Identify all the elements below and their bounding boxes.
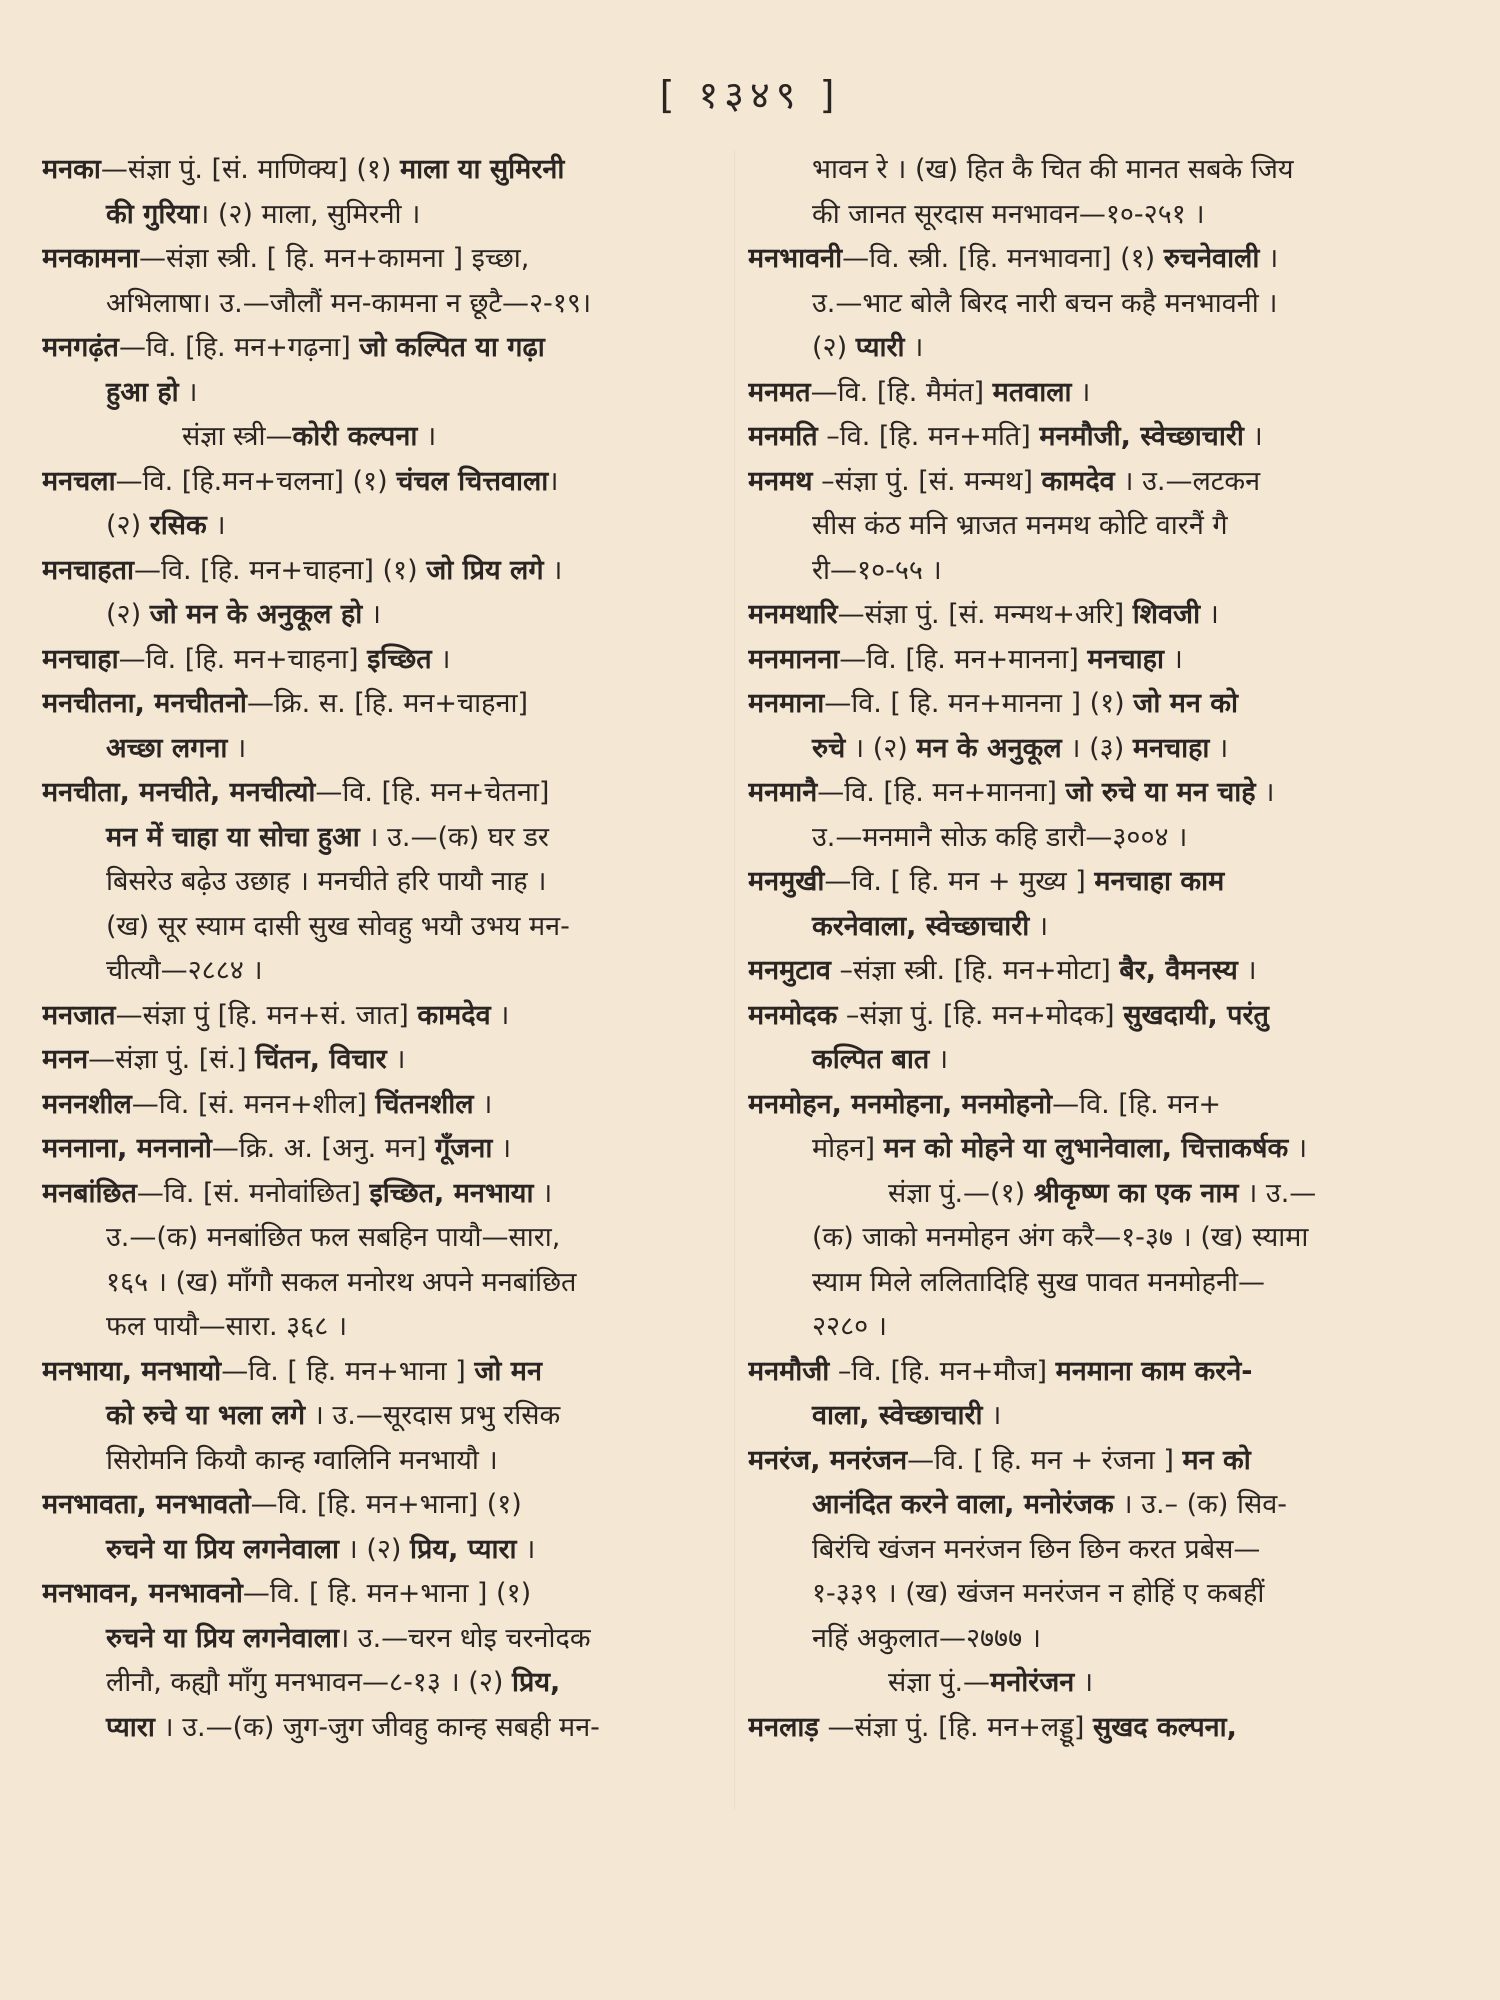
definition-text: वाला, स्वेच्छाचारी	[812, 1400, 983, 1431]
entry-text: । (२)	[338, 1533, 411, 1565]
entry-line	[42, 1439, 722, 1484]
definition-text: मन के अनुकूल	[916, 732, 1062, 764]
entry-text: । उ.—(क) घर डर	[359, 821, 549, 853]
entry-text: सिरोमनि कियौ कान्ह ग्वालिनि मनभायौ ।	[106, 1444, 498, 1476]
entry-line	[42, 682, 722, 727]
definition-text: मन को	[1182, 1444, 1251, 1476]
definition-text: जो मन	[474, 1355, 542, 1387]
entry-line	[748, 905, 1412, 950]
headword: मनन	[42, 1044, 89, 1075]
entry-text: ।	[1164, 643, 1183, 675]
entry-line	[748, 1617, 1412, 1662]
entry-text: । उ.—	[1238, 1177, 1317, 1209]
entry-line	[42, 460, 722, 505]
entry-line	[748, 415, 1412, 460]
entry-text: ।	[178, 376, 198, 408]
entry-text: ।	[1243, 421, 1263, 452]
entry-text: ।	[1074, 1667, 1094, 1698]
definition-text: बैर, वैमनस्य	[1119, 955, 1238, 986]
headword: मनकामना	[42, 243, 139, 274]
entry-text: १-३३९ । (ख) खंजन मनरंजन न होहिं ए कबहीं	[812, 1578, 1265, 1609]
entry-text: ।	[1288, 1133, 1308, 1164]
entry-line	[748, 371, 1412, 416]
definition-text: गूँजना	[435, 1133, 493, 1164]
entry-line	[748, 1261, 1412, 1306]
entry-line	[42, 1528, 722, 1573]
entry-line	[42, 1706, 722, 1751]
definition-text: कामदेव	[1041, 465, 1115, 497]
entry-line	[748, 816, 1412, 861]
definition-text: इच्छित	[367, 643, 432, 675]
definition-text: माला या सुमिरनी	[400, 154, 565, 185]
entry-text: ।	[1029, 910, 1049, 942]
definition-text: प्यारी	[855, 332, 905, 363]
entry-text: —वि. [हि. मन+चेतना]	[315, 777, 550, 808]
entry-text: —संज्ञा पुं. [सं.]	[88, 1044, 256, 1075]
headword: मनमानै	[748, 777, 818, 808]
entry-text: —वि. [हि. मन+चाहना]	[118, 643, 368, 675]
entry-text: । उ.—(क) जुग-जुग जीवहु कान्ह सबही मन-	[154, 1711, 600, 1743]
definition-text: सुखदायी, परंतु	[1123, 999, 1269, 1031]
definition-text: सुखद कल्पना,	[1092, 1711, 1237, 1743]
entry-text: नहिं अकुलात—२७७७ ।	[812, 1622, 1041, 1654]
entry-text: । (२) माला, सुमिरनी ।	[199, 198, 421, 230]
headword: मनका	[42, 154, 101, 185]
entry-line	[42, 638, 722, 683]
headword: मनभावनी	[748, 243, 843, 274]
headword: मनभाया, मनभायो	[42, 1355, 222, 1387]
headword: मनमुखी	[748, 866, 825, 897]
right-column	[748, 148, 1412, 1750]
entry-line	[42, 1172, 722, 1217]
entry-text: —संज्ञा पुं [हि. मन+सं. जात]	[115, 999, 418, 1031]
entry-line	[42, 1083, 722, 1128]
definition-text: जो मन को	[1133, 688, 1238, 719]
entry-line	[748, 549, 1412, 594]
entry-line	[748, 860, 1412, 905]
entry-text: ।	[516, 1533, 536, 1565]
entry-line	[748, 1706, 1412, 1751]
definition-text: जो रुचे या मन चाहे	[1065, 777, 1256, 808]
entry-text: –वि. [हि. मन+मौज]	[829, 1355, 1056, 1387]
entry-text: स्याम मिले ललितादिहि सुख पावत मनमोहनी—	[812, 1266, 1265, 1298]
entry-text: ।	[1200, 599, 1219, 630]
entry-text: । उ.– (क) सिव-	[1113, 1489, 1288, 1520]
headword: मनमथारि	[748, 599, 838, 630]
definition-text: अच्छा लगना	[106, 732, 228, 764]
definition-text: रसिक	[149, 510, 207, 541]
entry-line	[748, 1572, 1412, 1617]
entry-line	[748, 1216, 1412, 1261]
definition-text: आनंदित करने वाला, मनोरंजक	[812, 1489, 1114, 1520]
entry-text: री—१०-५५ ।	[812, 554, 942, 586]
definition-text: को रुचे या भला लगे	[106, 1400, 306, 1431]
entry-line	[748, 504, 1412, 549]
page-number: [ १३४९ ]	[659, 73, 841, 117]
entry-text: मोहन]	[812, 1133, 884, 1164]
definition-text: कल्पित बात	[812, 1044, 930, 1075]
definition-text: शिवजी	[1132, 599, 1201, 630]
entry-line	[748, 1305, 1412, 1350]
entry-line	[748, 638, 1412, 683]
headword: मनचला	[42, 465, 116, 497]
headword: मनमति	[748, 421, 818, 452]
entry-line	[748, 949, 1412, 994]
entry-text: —वि. [हि. मैमंत]	[810, 376, 993, 408]
entry-text: —वि. [सं. मनोवांछित]	[136, 1177, 370, 1209]
entry-text: अभिलाषा। उ.—जौलौं मन-कामना न छूटै—२-१९।	[106, 287, 592, 319]
entry-text: संज्ञा पुं.—	[888, 1667, 991, 1698]
entry-line	[748, 460, 1412, 505]
entry-text: ।	[533, 1177, 553, 1209]
entry-line	[42, 593, 722, 638]
entry-text: चीत्यौ—२८८४ ।	[106, 955, 263, 986]
entry-text: –संज्ञा स्त्री. [हि. मन+मोटा]	[830, 955, 1120, 986]
headword: मनचीतना, मनचीतनो	[42, 688, 247, 719]
entry-line	[42, 905, 722, 950]
definition-text: रुचने या प्रिय लगनेवाला	[106, 1533, 339, 1565]
entry-line	[748, 1439, 1412, 1484]
entry-line	[748, 1127, 1412, 1172]
headword: मनमोदक	[748, 999, 838, 1031]
entry-line	[42, 994, 722, 1039]
definition-text: मनचाहा	[1132, 732, 1210, 764]
entry-text: —वि. [सं. मनन+शील]	[131, 1088, 376, 1120]
definition-text: मनचाहा काम	[1094, 866, 1225, 897]
entry-line	[42, 727, 722, 772]
entry-text: –संज्ञा पुं. [सं. मन्मथ]	[812, 465, 1042, 497]
entry-text: —वि. [हि. मन+चाहना] (१)	[134, 554, 427, 586]
entry-text: बिसरेउ बढ़ेउ उछाह । मनचीते हरि पायौ नाह ।	[106, 866, 547, 897]
headword: मनमाना	[748, 688, 825, 719]
headword: मनचीता, मनचीते, मनचीत्यो	[42, 777, 316, 808]
definition-text: मन में चाहा या सोचा हुआ	[106, 821, 360, 853]
entry-text: —संज्ञा पुं. [हि. मन+लड्डू]	[818, 1711, 1093, 1743]
headword: मनजात	[42, 999, 116, 1031]
entry-line	[42, 860, 722, 905]
entry-text: ।	[548, 465, 559, 497]
headword: मनमोहन, मनमोहना, मनमोहनो	[748, 1088, 1053, 1120]
entry-text: ।	[904, 332, 924, 363]
entry-text: –वि. [हि. मन+मति]	[817, 421, 1040, 452]
definition-text: की गुरिया	[106, 198, 200, 230]
entry-text: —क्रि. अ. [अनु. मन]	[211, 1133, 436, 1164]
entry-text: सीस कंठ मनि भ्राजत मनमथ कोटि वारनैं गै	[812, 510, 1228, 541]
definition-text: करनेवाला, स्वेच्छाचारी	[812, 910, 1030, 942]
definition-text: कोरी कल्पना	[292, 421, 418, 452]
entry-line	[748, 237, 1412, 282]
definition-text: चंचल चित्तवाला	[396, 465, 549, 497]
entry-text: —वि. [हि. मन+	[1052, 1088, 1222, 1120]
entry-line	[748, 1172, 1412, 1217]
entry-text: (क) जाको मनमोहन अंग करै—१-३७ । (ख) स्यामा	[812, 1222, 1309, 1253]
entry-line	[748, 148, 1412, 193]
entry-line	[42, 1216, 722, 1261]
headword: मनचाहा	[42, 643, 119, 675]
headword: मनमौजी	[748, 1355, 830, 1387]
entry-line	[748, 593, 1412, 638]
entry-text: ।	[1237, 955, 1257, 986]
entry-text: ।	[1259, 243, 1279, 274]
entry-text: —वि. [हि. मन+भाना] (१)	[250, 1489, 522, 1520]
entry-text: ।	[490, 999, 510, 1031]
entry-line	[748, 1083, 1412, 1128]
definition-text: इच्छित, मनभाया	[369, 1177, 534, 1209]
entry-text: —वि. [हि. मन+मानना]	[839, 643, 1088, 675]
entry-text: संज्ञा स्त्री—	[182, 421, 293, 452]
entry-line	[748, 1661, 1412, 1706]
headword: मननाना, मननानो	[42, 1133, 212, 1164]
entry-text: । (३)	[1061, 732, 1133, 764]
entry-text: —वि. [ हि. मन + रंजना ]	[907, 1444, 1183, 1476]
definition-text: जो प्रिय लगे	[426, 554, 544, 586]
definition-text: मनोरंजन	[990, 1667, 1075, 1698]
entry-text: उ.—भाट बोलै बिरद नारी बचन कहै मनभावनी ।	[812, 287, 1278, 319]
entry-line	[748, 771, 1412, 816]
entry-text: —वि. [हि.मन+चलना] (१)	[115, 465, 397, 497]
definition-text: जो मन के अनुकूल हो	[149, 599, 363, 630]
entry-line	[748, 1394, 1412, 1439]
entry-line	[748, 282, 1412, 327]
entry-text: ।	[543, 554, 563, 586]
entry-line	[748, 727, 1412, 772]
entry-text: ।	[982, 1400, 1002, 1431]
headword: मनमुटाव	[748, 955, 831, 986]
entry-text: ।	[431, 643, 451, 675]
definition-text: प्यारा	[106, 1711, 155, 1743]
entry-text: ।	[227, 732, 247, 764]
entry-line	[42, 371, 722, 416]
entry-line	[748, 1528, 1412, 1573]
headword: मनभावता, मनभावतो	[42, 1489, 251, 1520]
entry-text: बिरंचि खंजन मनरंजन छिन छिन करत प्रबेस—	[812, 1533, 1261, 1565]
entry-text: —वि. [ हि. मन+भाना ] (१)	[242, 1578, 532, 1609]
entry-text: की जानत सूरदास मनभावन—१०-२५१ ।	[812, 198, 1205, 230]
entry-text: ।	[929, 1044, 949, 1075]
entry-line	[42, 1661, 722, 1706]
headword: मननशील	[42, 1088, 132, 1120]
entry-text: ।	[206, 510, 226, 541]
entry-line	[42, 1617, 722, 1662]
headword: मनमत	[748, 376, 811, 408]
entry-line	[42, 816, 722, 861]
definition-text: मन को मोहने या लुभानेवाला, चित्ताकर्षक	[883, 1133, 1289, 1164]
entry-text: —वि. स्त्री. [हि. मनभावना] (१)	[842, 243, 1164, 274]
definition-text: मतवाला	[992, 376, 1072, 408]
entry-text: ।	[1255, 777, 1275, 808]
definition-text: चिंतनशील	[375, 1088, 474, 1120]
definition-text: चिंतन, विचार	[255, 1044, 387, 1075]
entry-line	[42, 1127, 722, 1172]
entry-line	[42, 1483, 722, 1528]
entry-line	[748, 994, 1412, 1039]
definition-text: हुआ हो	[106, 376, 179, 408]
entry-line	[42, 1305, 722, 1350]
definition-text: प्रिय, प्यारा	[410, 1533, 517, 1565]
entry-text: (ख) सूर स्याम दासी सुख सोवहु भयौ उभय मन-	[106, 910, 570, 942]
definition-text: रुचने या प्रिय लगनेवाला	[106, 1622, 339, 1654]
headword: मनमानना	[748, 643, 840, 675]
entry-line	[748, 326, 1412, 371]
headword: मनमथ	[748, 465, 813, 497]
entry-line	[748, 1483, 1412, 1528]
definition-text: श्रीकृष्ण का एक नाम	[1033, 1177, 1239, 1209]
entry-text: ।	[473, 1088, 493, 1120]
entry-line	[42, 949, 722, 994]
entry-text: (२)	[812, 332, 856, 363]
headword: मनगढ़ंत	[42, 332, 119, 363]
entry-text: लीनौ, कह्यौ माँगु मनभावन—८-१३ । (२)	[106, 1667, 512, 1698]
entry-line	[42, 1038, 722, 1083]
definition-text: मनमाना काम करने-	[1055, 1355, 1253, 1387]
definition-text: मनमौजी, स्वेच्छाचारी	[1039, 421, 1244, 452]
headword: मनरंज, मनरंजन	[748, 1444, 908, 1476]
entry-text: । उ.—चरन धोइ चरनोदक	[338, 1622, 591, 1654]
entry-text: —वि. [ हि. मन + मुख्य ]	[824, 866, 1095, 897]
entry-text: —वि. [ हि. मन+मानना ] (१)	[824, 688, 1134, 719]
entry-line	[42, 148, 722, 193]
entry-text: —वि. [हि. मन+मानना]	[817, 777, 1066, 808]
entry-text: ।	[1209, 732, 1229, 764]
entry-text: ।	[492, 1133, 512, 1164]
entry-text: उ.—(क) मनबांछित फल सबहिन पायौ—सारा,	[106, 1222, 561, 1253]
entry-text: —संज्ञा स्त्री. [ हि. मन+कामना ] इच्छा,	[138, 243, 530, 274]
entry-line	[42, 1394, 722, 1439]
entry-line	[42, 193, 722, 238]
entry-line	[42, 1261, 722, 1306]
entry-line	[42, 1572, 722, 1617]
entry-text: ।	[386, 1044, 406, 1075]
entry-text: फल पायौ—सारा. ३६८ ।	[106, 1311, 348, 1342]
entry-line	[748, 1350, 1412, 1395]
entry-line	[748, 682, 1412, 727]
entry-line	[42, 549, 722, 594]
definition-text: कामदेव	[417, 999, 491, 1031]
entry-text: । उ.—सूरदास प्रभु रसिक	[305, 1400, 561, 1431]
entry-text: (२)	[106, 510, 150, 541]
entry-text: भावन रे । (ख) हित कै चित की मानत सबके जिय	[812, 154, 1294, 185]
entry-text: ।	[1071, 376, 1091, 408]
entry-text: संज्ञा पुं.—(१)	[888, 1177, 1034, 1209]
column-gutter	[734, 150, 735, 1810]
entry-text: —वि. [ हि. मन+भाना ]	[221, 1355, 475, 1387]
entry-text: ।	[417, 421, 437, 452]
entry-text: –संज्ञा पुं. [हि. मन+मोदक]	[837, 999, 1124, 1031]
definition-text: रुचे	[812, 732, 846, 764]
headword: मनबांछित	[42, 1177, 137, 1209]
entry-text: —क्रि. स. [हि. मन+चाहना]	[246, 688, 529, 719]
entry-line	[42, 282, 722, 327]
entry-line	[748, 1038, 1412, 1083]
entry-line	[42, 415, 722, 460]
entry-line	[748, 193, 1412, 238]
entry-text: —संज्ञा पुं. [सं. माणिक्य] (१)	[100, 154, 401, 185]
entry-text: उ.—मनमानै सोऊ कहि डारौ—३००४ ।	[812, 821, 1188, 853]
entry-line	[42, 237, 722, 282]
definition-text: रुचनेवाली	[1163, 243, 1260, 274]
entry-line	[42, 326, 722, 371]
entry-text: ।	[362, 599, 382, 630]
headword: मनभावन, मनभावनो	[42, 1578, 243, 1609]
entry-line	[42, 1350, 722, 1395]
definition-text: मनचाहा	[1087, 643, 1165, 675]
entry-text: । उ.—लटकन	[1114, 465, 1261, 497]
entry-text: १६५ । (ख) माँगौ सकल मनोरथ अपने मनबांछित	[106, 1266, 577, 1298]
left-column	[42, 148, 722, 1750]
entry-line	[42, 504, 722, 549]
definition-text: जो कल्पित या गढ़ा	[359, 332, 545, 363]
entry-line	[42, 771, 722, 816]
definition-text: प्रिय,	[511, 1667, 561, 1698]
entry-text: —संज्ञा पुं. [सं. मन्मथ+अरि]	[837, 599, 1133, 630]
headword: मनचाहता	[42, 554, 134, 586]
entry-text: २२८० ।	[812, 1311, 887, 1342]
entry-text: —वि. [हि. मन+गढ़ना]	[118, 332, 360, 363]
headword: मनलाड़	[748, 1711, 819, 1743]
entry-text: । (२)	[845, 732, 917, 764]
entry-text: (२)	[106, 599, 150, 630]
